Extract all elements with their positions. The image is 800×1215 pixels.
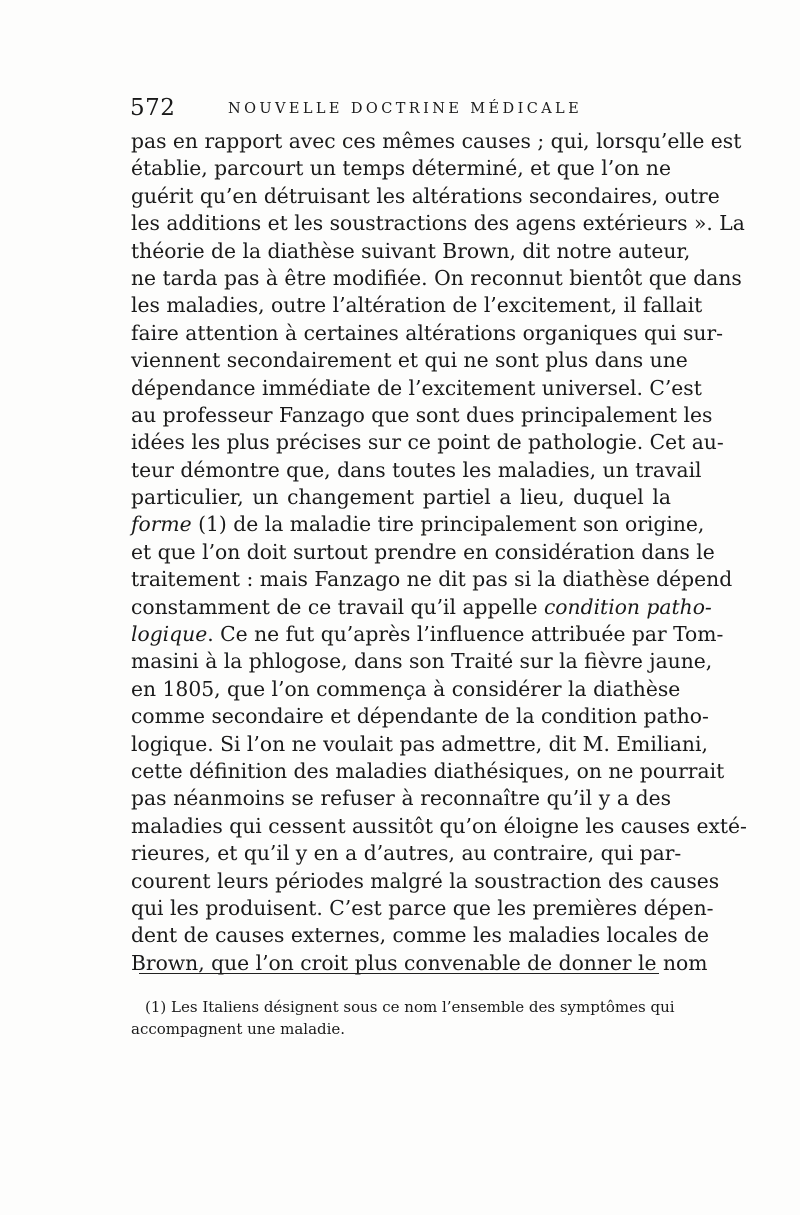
text-line: comme secondaire et dépendante de la condition patho- xyxy=(131,704,709,729)
text-line: dépendance immédiate de l’excitement universel. C’est xyxy=(131,375,702,400)
running-head: NOUVELLE DOCTRINE MÉDICALE xyxy=(228,101,583,117)
text-line: idées les plus précises sur ce point de pathologie. Cet au- xyxy=(131,430,724,455)
italic-term: condition patho- xyxy=(543,594,712,619)
text-line: traitement : mais Fanzago ne dit pas si la diathèse dépend xyxy=(131,567,733,592)
footnote-line: (1) Les Italiens désignent sous ce nom l’ensemble des symptômes qui xyxy=(145,998,675,1016)
text-line: logique. Ce ne fut qu’après l’influence attribuée par Tom- xyxy=(131,622,724,647)
footnote-line: accompagnent une maladie. xyxy=(131,1020,346,1038)
text-line: théorie de la diathèse suivant Brown, dit notre auteur, xyxy=(131,238,691,263)
page-header xyxy=(130,95,670,125)
text-line: ne tarda pas à être modifiée. On reconnut bientôt que dans xyxy=(131,265,742,290)
text-line: viennent secondairement et qui ne sont plus dans une xyxy=(131,348,688,373)
text-line: particulier, un changement partiel a lieu, duquel la xyxy=(131,485,671,510)
text-line: teur démontre que, dans toutes les maladies, un travail xyxy=(131,457,702,482)
text-line: les additions et les soustractions des agens extérieurs ». La xyxy=(131,211,745,236)
footnote-divider xyxy=(139,973,659,974)
text-line: au professeur Fanzago que sont dues principalement les xyxy=(131,402,713,427)
text-line: masini à la phlogose, dans son Traité sur la fièvre jaune, xyxy=(131,649,713,674)
text-line: pas néanmoins se refuser à reconnaître qu’il y a des xyxy=(131,786,671,811)
text-line: en 1805, que l’on commença à considérer la diathèse xyxy=(131,676,681,701)
text-line: établie, parcourt un temps déterminé, et que l’on ne xyxy=(131,156,671,181)
text-line: forme (1) de la maladie tire principalement son origine, xyxy=(131,512,705,537)
text-line: courent leurs périodes malgré la soustraction des causes xyxy=(131,868,720,893)
text-line: maladies qui cessent aussitôt qu’on éloigne les causes exté- xyxy=(131,813,747,838)
text-line: pas en rapport avec ces mêmes causes ; qui, lorsqu’elle est xyxy=(131,129,742,153)
text-line: dent de causes externes, comme les maladies locales de xyxy=(131,923,710,948)
text-line: cette définition des maladies diathésiques, on ne pourrait xyxy=(131,758,725,783)
text-line: logique. Si l’on ne voulait pas admettre, dit M. Emiliani, xyxy=(131,731,708,756)
text-line: rieures, et qu’il y en a d’autres, au contraire, qui par- xyxy=(131,841,682,866)
italic-term: forme xyxy=(131,512,192,537)
text-line: et que l’on doit surtout prendre en considération dans le xyxy=(131,539,715,564)
page-number: 572 xyxy=(130,95,176,121)
text-line: qui les produisent. C’est parce que les premières dépen- xyxy=(131,895,714,920)
italic-term: logique xyxy=(131,622,208,647)
text-line: guérit qu’en détruisant les altérations secondaires, outre xyxy=(131,183,720,208)
text-line: les maladies, outre l’altération de l’excitement, il fallait xyxy=(131,293,703,318)
body-text xyxy=(131,128,747,977)
text-line: Brown, que l’on croit plus convenable de donner le nom xyxy=(131,950,708,975)
text-line: faire attention à certaines altérations organiques qui sur- xyxy=(131,320,723,345)
footnote xyxy=(131,996,675,1040)
text-line: constamment de ce travail qu’il appelle condition patho- xyxy=(131,594,712,619)
